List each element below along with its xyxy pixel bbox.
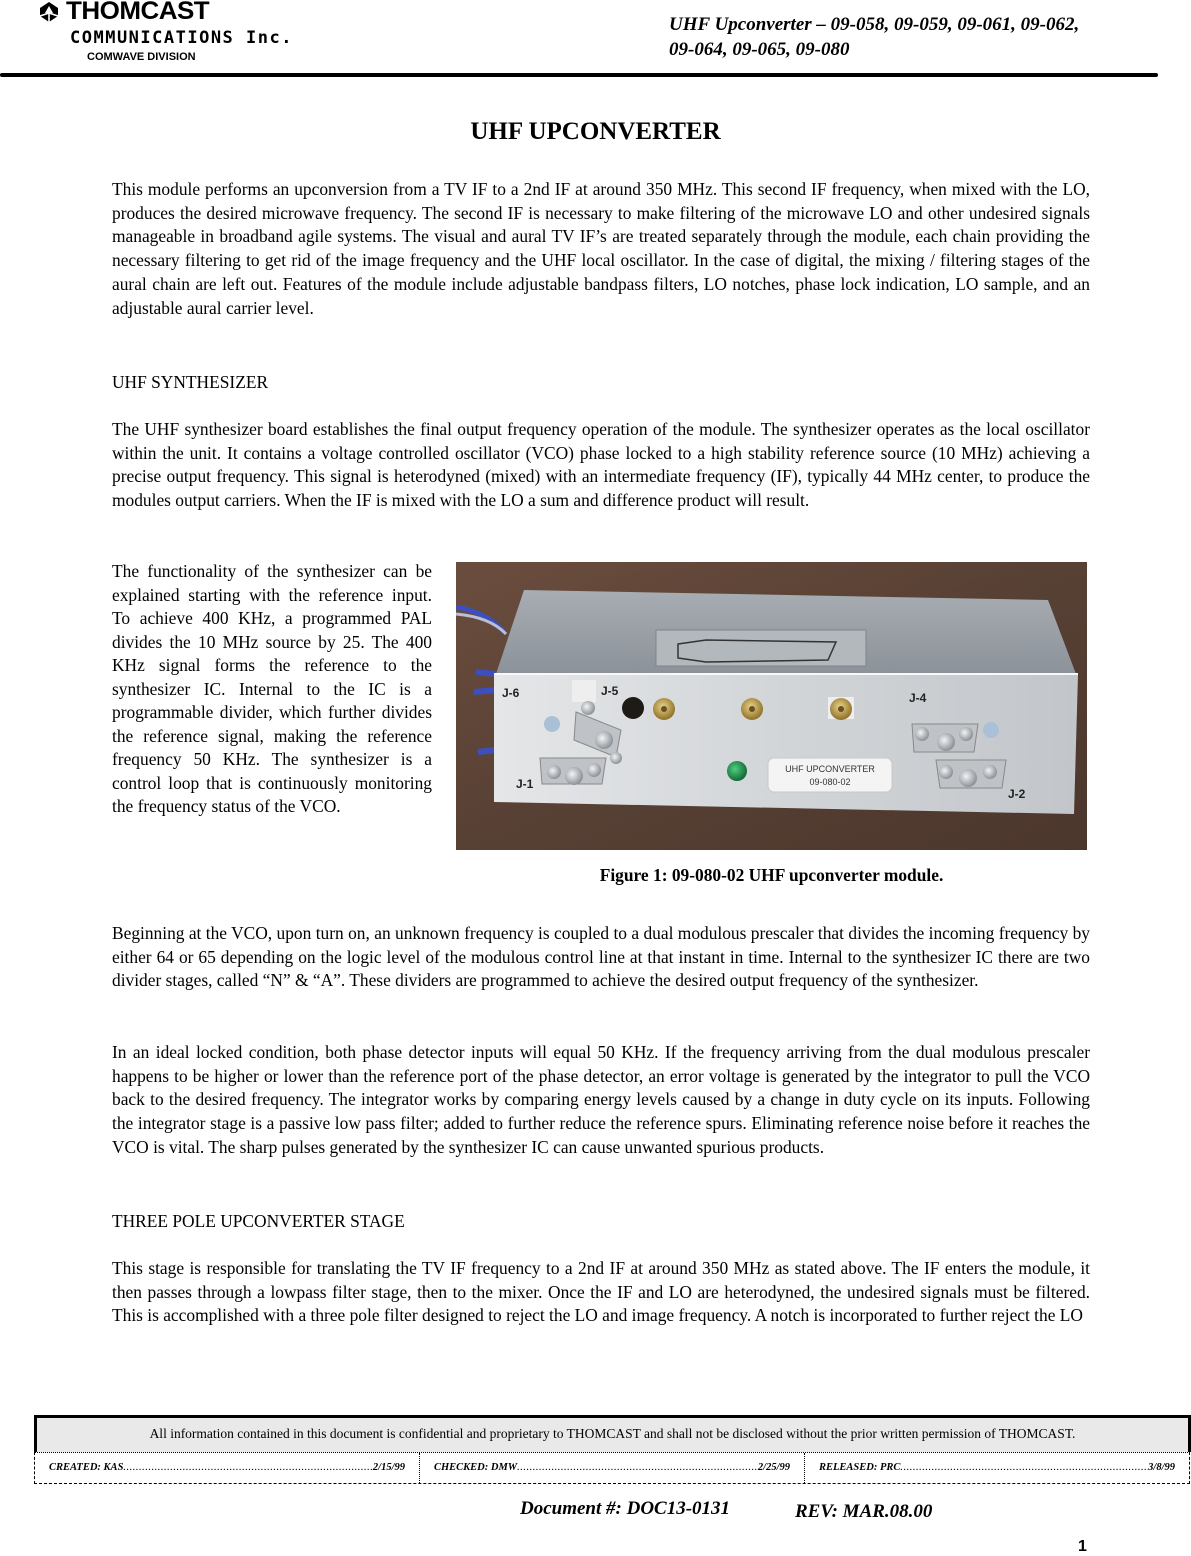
- intro-paragraph: This module performs an upconversion from a TV IF to a 2nd IF at around 350 MHz. This second IF frequency, when mixed with the LO, produces the desired microwave frequency. The second IF is necessary to make filtering of the microwave LO and other undesired signals manageable in broadband agile systems. The visual and aural TV IF’s are treated separately through the module, each chain providing the necessary filtering to get rid of the image frequency and the UHF local oscillator. In the case of digital, the mixing / filtering stages of the aural chain are left out. Features of the module include adjustable bandpass filters, LO notches, phase lock indication, LO sample, and an adjustable aural carrier level.: [112, 179, 1090, 318]
- company-name: THOMCAST: [66, 0, 210, 25]
- dot-leader: [900, 1453, 1148, 1483]
- j4-label: J-4: [909, 691, 927, 705]
- lock-led-indicator: [727, 761, 747, 781]
- signoff-created: [35, 1453, 419, 1483]
- signoff-label: RELEASED: PRC: [819, 1462, 901, 1473]
- section-heading-uhf-synthesizer: UHF SYNTHESIZER: [112, 372, 269, 392]
- panel-label-part: 09-080-02: [809, 777, 851, 787]
- upconverter-photo-illustration: [456, 562, 1087, 850]
- confidentiality-notice: All information contained in this document is confidential and proprietary to THOMCAST and shall not be disclosed without the prior written permission of THOMCAST.: [34, 1415, 1191, 1452]
- document-number: Document #: DOC13-0131: [520, 1498, 731, 1519]
- j1-label: J-1: [516, 777, 534, 791]
- thomcast-logo-icon: [40, 2, 58, 22]
- j5-label: J-5: [601, 684, 619, 698]
- company-logo: [40, 0, 360, 66]
- signoff-label: CHECKED: DMW: [434, 1462, 518, 1473]
- signoff-released: [804, 1453, 1189, 1483]
- panel-label-name: UHF UPCONVERTER: [785, 764, 875, 774]
- signoff-row: [34, 1452, 1190, 1484]
- header-title-line-1: UHF Upconverter – 09-058, 09-059, 09-061, 09-062,: [669, 14, 1080, 35]
- page-number: 1: [1078, 1538, 1087, 1555]
- j6-label: J-6: [502, 686, 520, 700]
- revision: REV: MAR.08.00: [795, 1501, 933, 1522]
- dot-leader: [123, 1453, 373, 1483]
- synthesizer-paragraph-1: The UHF synthesizer board establishes the final output frequency operation of the module. The synthesizer operates as the local oscillator within the unit. It contains a voltage controlled oscillator (VCO) phase locked to a high stability reference source (10 MHz) achieving a precise output frequency. This signal is heterodyned (mixed) with an intermediate frequency (IF), typically 44 MHz center, to produce the modules output carriers. When the IF is mixed with the LO a sum and difference product will result.: [112, 419, 1090, 511]
- signoff-date: 3/8/99: [1148, 1462, 1175, 1473]
- signoff-label: CREATED: KAS: [49, 1462, 124, 1473]
- company-subtitle: COMMUNICATIONS Inc.: [70, 28, 293, 48]
- division-name: COMWAVE DIVISION: [87, 51, 196, 63]
- figure-caption: Figure 1: 09-080-02 UHF upconverter module.: [599, 865, 944, 885]
- signoff-date: 2/25/99: [757, 1462, 790, 1473]
- header-divider: [0, 73, 1158, 77]
- synthesizer-paragraph-4: In an ideal locked condition, both phase detector inputs will equal 50 KHz. If the frequency arriving from the dual modulous prescaler happens to be higher or lower than the reference port of the phase detector, an error voltage is generated by the integrator to pull the VCO back to the desired frequency. The integrator works by comparing energy levels caused by a change in duty cycle on its inputs. Following the integrator stage is a passive low pass filter; added to further reduce the reference spurs. Eliminating reference noise before it reaches the VCO is vital. The sharp pulses generated by the synthesizer IC can cause unwanted spurious products.: [112, 1042, 1090, 1157]
- signoff-date: 2/15/99: [372, 1462, 405, 1473]
- j2-label: J-2: [1008, 787, 1026, 801]
- dot-leader: [517, 1453, 758, 1483]
- page-title: UHF UPCONVERTER: [470, 118, 721, 145]
- synthesizer-paragraph-3: Beginning at the VCO, upon turn on, an unknown frequency is coupled to a dual modulous prescaler that divides the incoming frequency by either 64 or 65 depending on the logic level of the modulous control line at that instant in time. Internal to the synthesizer IC there are two divider stages, called “N” & “A”. These dividers are programmed to achieve the desired output frequency of the synthesizer.: [112, 923, 1090, 991]
- three-pole-paragraph-1: This stage is responsible for translating the TV IF frequency to a 2nd IF at around 350 MHz as stated above. The IF enters the module, it then passes through a lowpass filter stage, then to the mixer. Once the IF and LO are heterodyned, the undesired signals must be filtered. This is accomplished with a three pole filter designed to reject the LO and image frequency. A notch is incorporated to further reject the LO: [112, 1258, 1090, 1326]
- synthesizer-paragraph-2: The functionality of the synthesizer can be explained starting with the reference input. To achieve 400 KHz, a programmed PAL divides the 10 MHz source by 25. The 400 KHz signal forms the reference to the synthesizer IC. Internal to the IC is a programmable divider, which further divides the reference signal, making the reference frequency 50 KHz. The synthesizer is a control loop that is continuously monitoring the frequency status of the VCO.: [112, 561, 432, 816]
- section-heading-three-pole-upconverter: THREE POLE UPCONVERTER STAGE: [112, 1211, 405, 1231]
- signoff-checked: [419, 1453, 804, 1483]
- figure-photo-uhf-upconverter: [456, 562, 1087, 850]
- header-title-line-2: 09-064, 09-065, 09-080: [669, 39, 850, 60]
- header-document-title: [669, 12, 1139, 62]
